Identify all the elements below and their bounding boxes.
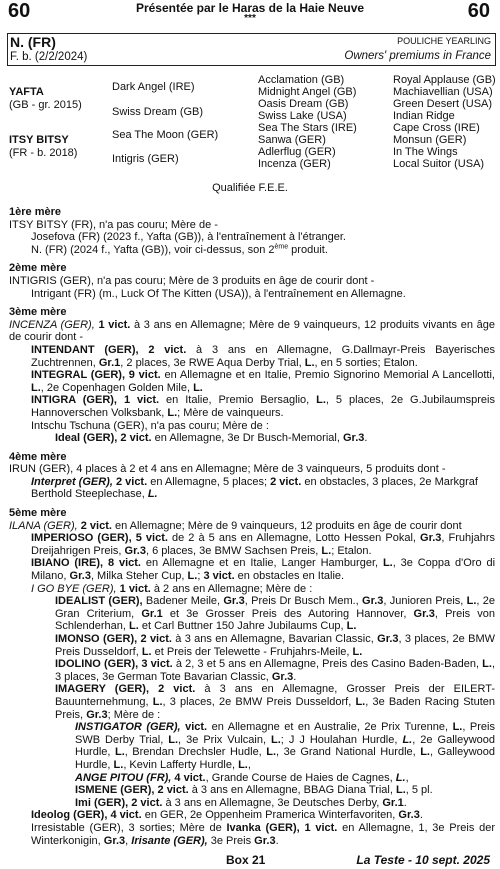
- dam-info: (FR - b. 2018): [9, 147, 78, 159]
- produce-ideal: Ideal (GER), 2 vict. en Allemagne, 3e Dr Busch-Memorial, Gr.3.: [55, 432, 368, 445]
- horse-name: N. (FR): [10, 34, 56, 50]
- section-title-2: 2ème mère: [9, 262, 67, 275]
- qualified-note: Qualifiée F.E.E.: [212, 182, 288, 194]
- produce-ange-pitou: ANGE PITOU (FR), 4 vict., Grande Course de Haies de Cagnes, L.,: [75, 771, 409, 784]
- sale-place-date: La Teste - 10 sept. 2025: [356, 853, 490, 867]
- produce-imonso: IMONSO (GER), 2 vict. à 3 ans en Allemagne, Bavarian Classic, Gr.3, 3 places, 2e BMW Preis Dusseldorf, L. et Preis der Telewette - Fruhjahrs-Meile, L.: [55, 633, 495, 658]
- produce-josefova: Josefova (FR) (2023 f., Yafta (GB)), à l'entraînement à l'étranger.: [31, 231, 346, 244]
- fifth-dam-line: ILANA (GER), 2 vict. en Allemagne; Mère de 9 vainqueurs, 12 produits en âge de courir dont: [9, 519, 462, 532]
- gen3-6: Sanwa (GER): [258, 134, 326, 146]
- sire-name: YAFTA: [9, 86, 44, 98]
- section-title-1: 1ère mère: [9, 206, 61, 218]
- category: POULICHE YEARLING: [397, 36, 491, 46]
- gen3-8: Incenza (GER): [258, 158, 331, 170]
- second-dam-line: INTIGRIS (GER), n'a pas couru; Mère de 3 produits en âge de courir dont -: [9, 274, 375, 287]
- produce-ibiano: IBIANO (IRE), 8 vict. en Allemagne et en Italie, Langer Hamburger, L., 3e Coppa d'Oro di Milano, Gr.3, Milka Steher Cup, L.; 3 vict. en obstacles en Italie.: [31, 557, 496, 583]
- gen3-4: Swiss Lake (USA): [258, 110, 347, 122]
- produce-interpret: Interpret (GER), 2 vict. en Allemagne, 5 places; 2 vict. en obstacles, 3 places, 2e Markgraf Berthold Steeplechase, L.: [31, 475, 478, 501]
- first-dam-line: ITSY BITSY (FR), n'a pas couru; Mère de -: [9, 218, 218, 231]
- produce-instigator: INSTIGATOR (GER), vict. en Allemagne et en Australie, 2e Prix Turenne, L., Preis SWB Derby Trial, L., 3e Prix Vulcain, L.; J J Houlahan Hurdle, L., 2e Galleywood Hurdle, L., Brendan Drechsler Hudle, L., 3e Grand National Hurdle, L., Galleywood Hurdle, L., Kevin Lafferty Hurdle, L.,: [75, 721, 496, 771]
- third-dam-line: INCENZA (GER), 1 vict. à 3 ans en Allemagne; Mère de 9 vainqueurs, 12 produits vivants en âge de courir dont -: [9, 318, 495, 344]
- box-number: Box 21: [226, 853, 266, 867]
- gen4-7: In The Wings: [393, 146, 458, 158]
- gen4-8: Local Suitor (USA): [393, 158, 485, 170]
- gen3-3: Oasis Dream (GB): [258, 98, 349, 110]
- produce-n: N. (FR) (2024 f., Yafta (GB)), voir ci-dessus, son 2ème produit.: [31, 243, 328, 256]
- section-title-5: 5ème mère: [9, 507, 67, 520]
- gen3-1: Acclamation (GB): [258, 74, 345, 86]
- gen4-5: Cape Cross (IRE): [393, 122, 480, 134]
- family-notes: [9, 206, 495, 847]
- gen4-3: Green Desert (USA): [393, 98, 493, 110]
- produce-intendant: INTENDANT (GER), 2 vict. à 3 ans en Allemagne, G.Dallmayr-Preis Bayerisches Zuchtrennen, Gr.1, 2 places, 3e RWE Aqua Derby Trial, L., en 5 sorties; Etalon.: [31, 343, 496, 369]
- produce-intigra: INTIGRA (GER), 1 vict. en Italie, Premio Bersaglio, L., 5 places, 2e G.Jubilaumspreis Hannoverschen Volksbank, L.; Mère de vainqueurs.: [31, 394, 495, 419]
- lot-number-right: 60: [467, 0, 490, 22]
- produce-imi: Imi (GER), 2 vict. à 3 ans en Allemagne, 3e Deutsches Derby, Gr.1.: [75, 796, 407, 809]
- gen3-2: Midnight Angel (GB): [258, 86, 357, 98]
- horse-name-box: [7, 33, 496, 66]
- gen4-1: Royal Applause (GB): [393, 74, 496, 86]
- gen4-2: Machiavellian (USA): [393, 86, 493, 98]
- produce-idealist: IDEALIST (GER), Badener Meile, Gr.3, Preis Dr Busch Mem., Gr.3, Junioren Preis, L., 2e Gran Criterium, Gr.1 et 3e Grosser Preis des Autoring Hannover, Gr.3, Preis von Schlenderhan, L. et Carl Buttner 150 Jahre Jubilaums Cup, L.: [55, 595, 496, 633]
- produce-intrigant: Intrigant (FR) (m., Luck Of The Kitten (USA)), à l'entraînement en Allemagne.: [31, 287, 406, 300]
- section-title-3: 3ème mère: [9, 306, 67, 319]
- gen2-3: Sea The Moon (GER): [112, 129, 219, 141]
- gen4-4: Indian Ridge: [393, 110, 455, 122]
- sire-info: (GB - gr. 2015): [9, 99, 82, 111]
- produce-imperioso: IMPERIOSO (GER), 5 vict. de 2 à 5 ans en Allemagne, Lotto Hessen Pokal, Gr.3, Fruhjahrs Dreijahrigen Preis, Gr.3, 6 places, 3e BMW Sachsen Preis, L.; Etalon.: [31, 532, 496, 557]
- produce-idolino: IDOLINO (GER), 3 vict. à 2, 3 et 5 ans en Allemagne, Preis des Casino Baden-Baden, L., 3 places, 3e German Tote Bavarian Classic, Gr.3.: [55, 658, 496, 683]
- produce-irresistable: Irresistable (GER), 3 sorties; Mère de Ivanka (GER), 1 vict. en Allemagne, 1, 3e Preis der Winterkonigin, Gr.3, Irisante (GER), 3e Preis Gr.3.: [31, 821, 495, 847]
- presented-by: Présentée par le Haras de la Haie Neuve: [135, 1, 365, 15]
- dam-name: ITSY BITSY: [9, 134, 69, 146]
- produce-ideolog: Ideolog (GER), 4 vict. en GER, 2e Oppenheim Pramerica Winterfavoriten, Gr.3.: [31, 809, 423, 822]
- gen2-4: Intigris (GER): [112, 153, 179, 165]
- produce-integral: INTEGRAL (GER), 9 vict. en Allemagne et en Italie, Premio Signorino Memorial A Lancellotti, L., 2e Copenhagen Golden Mile, L.: [31, 369, 495, 394]
- premiums: Owners' premiums in France: [344, 50, 491, 62]
- gen2-1: Dark Angel (IRE): [112, 81, 195, 93]
- horse-subtitle: F. b. (2/2/2024): [10, 51, 88, 63]
- stars: ***: [244, 13, 256, 24]
- section-title-4: 4ème mère: [9, 450, 67, 463]
- gen4-6: Monsun (GER): [393, 134, 467, 146]
- lot-number-left: 60: [8, 0, 31, 22]
- produce-intschu: Intschu Tschuna (GER), n'a pas couru; Mère de :: [31, 419, 269, 432]
- produce-ismene: ISMENE (GER), 2 vict. à 3 ans en Allemagne, BBAG Diana Trial, L., 5 pl.: [75, 784, 433, 797]
- produce-imagery: IMAGERY (GER), 2 vict. à 3 ans en Allemagne, Grosser Preis der EILERT-Bauunternehmung, L., 3 places, 2e BMW Preis Dusseldorf, L., 3e Baden Racing Stuten Preis, Gr.3; Mère de :: [55, 683, 496, 721]
- fourth-dam-line: IRUN (GER), 4 places à 2 et 4 ans en Allemagne; Mère de 3 vainqueurs, 5 produits dont -: [9, 463, 446, 476]
- gen3-7: Adlerflug (GER): [258, 146, 336, 158]
- gen3-5: Sea The Stars (IRE): [258, 122, 357, 134]
- gen2-2: Swiss Dream (GB): [112, 106, 204, 118]
- produce-igobye: I GO BYE (GER), 1 vict. à 2 ans en Allemagne; Mère de :: [31, 582, 313, 595]
